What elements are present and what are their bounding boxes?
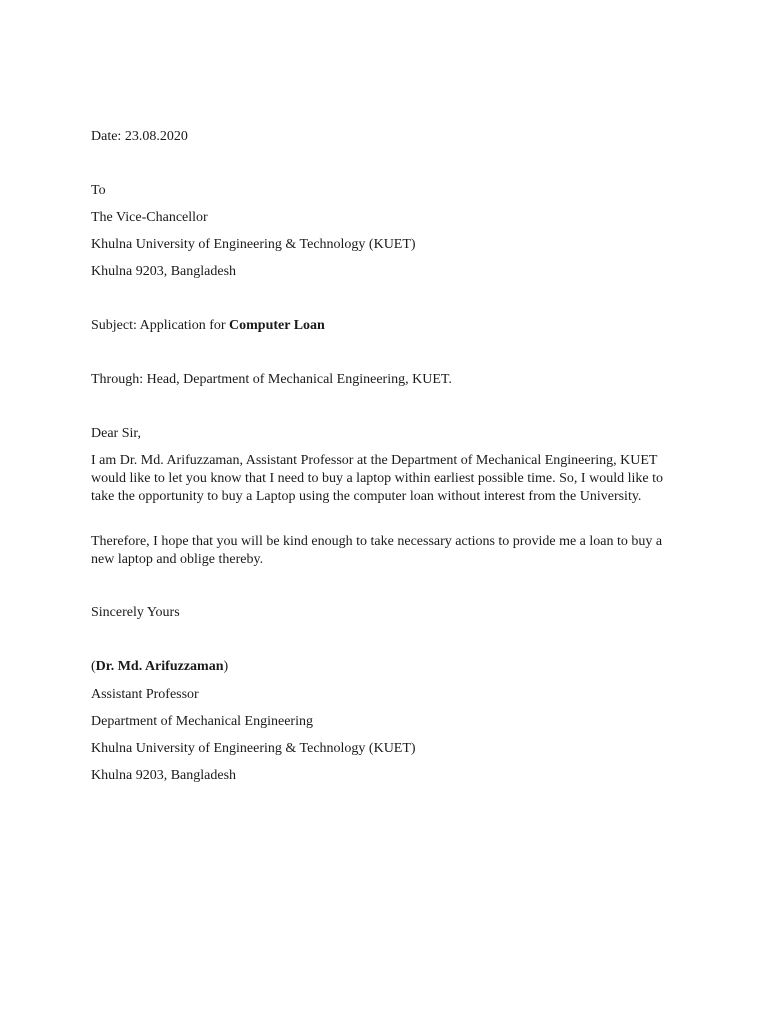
signature-name: Dr. Md. Arifuzzaman bbox=[95, 659, 224, 674]
recipient-to: To bbox=[91, 183, 106, 198]
signature-institution: Khulna University of Engineering & Technology (KUET) bbox=[91, 741, 416, 756]
signature-name-line bbox=[91, 658, 228, 676]
recipient-institution: Khulna University of Engineering & Technology (KUET) bbox=[91, 237, 416, 252]
letter-date: Date: 23.08.2020 bbox=[91, 129, 188, 144]
subject-emphasis: Computer Loan bbox=[229, 318, 325, 333]
signature-close-paren: ) bbox=[223, 659, 229, 674]
subject-prefix: Subject: Application for bbox=[91, 318, 230, 333]
signature-designation: Assistant Professor bbox=[91, 687, 199, 702]
signature-address: Khulna 9203, Bangladesh bbox=[91, 768, 237, 783]
body-paragraph-2: Therefore, I hope that you will be kind enough to take necessary actions to provide me a loan to buy a new laptop and oblige thereby. bbox=[91, 534, 663, 567]
signature-department: Department of Mechanical Engineering bbox=[91, 714, 313, 729]
subject-line bbox=[91, 317, 325, 335]
through-line: Through: Head, Department of Mechanical Engineering, KUET. bbox=[91, 372, 452, 387]
signature-open-paren: ( bbox=[91, 659, 96, 674]
closing: Sincerely Yours bbox=[91, 605, 180, 620]
recipient-address: Khulna 9203, Bangladesh bbox=[91, 264, 237, 279]
salutation: Dear Sir, bbox=[91, 426, 141, 441]
recipient-title: The Vice-Chancellor bbox=[91, 210, 208, 225]
body-paragraph-1: I am Dr. Md. Arifuzzaman, Assistant Professor at the Department of Mechanical Engineering, KUET would like to let you know that I need to buy a laptop within earliest possible time. So, I would like to take the opportunity to buy a Laptop using the computer loan without interest from the University. bbox=[91, 453, 663, 504]
